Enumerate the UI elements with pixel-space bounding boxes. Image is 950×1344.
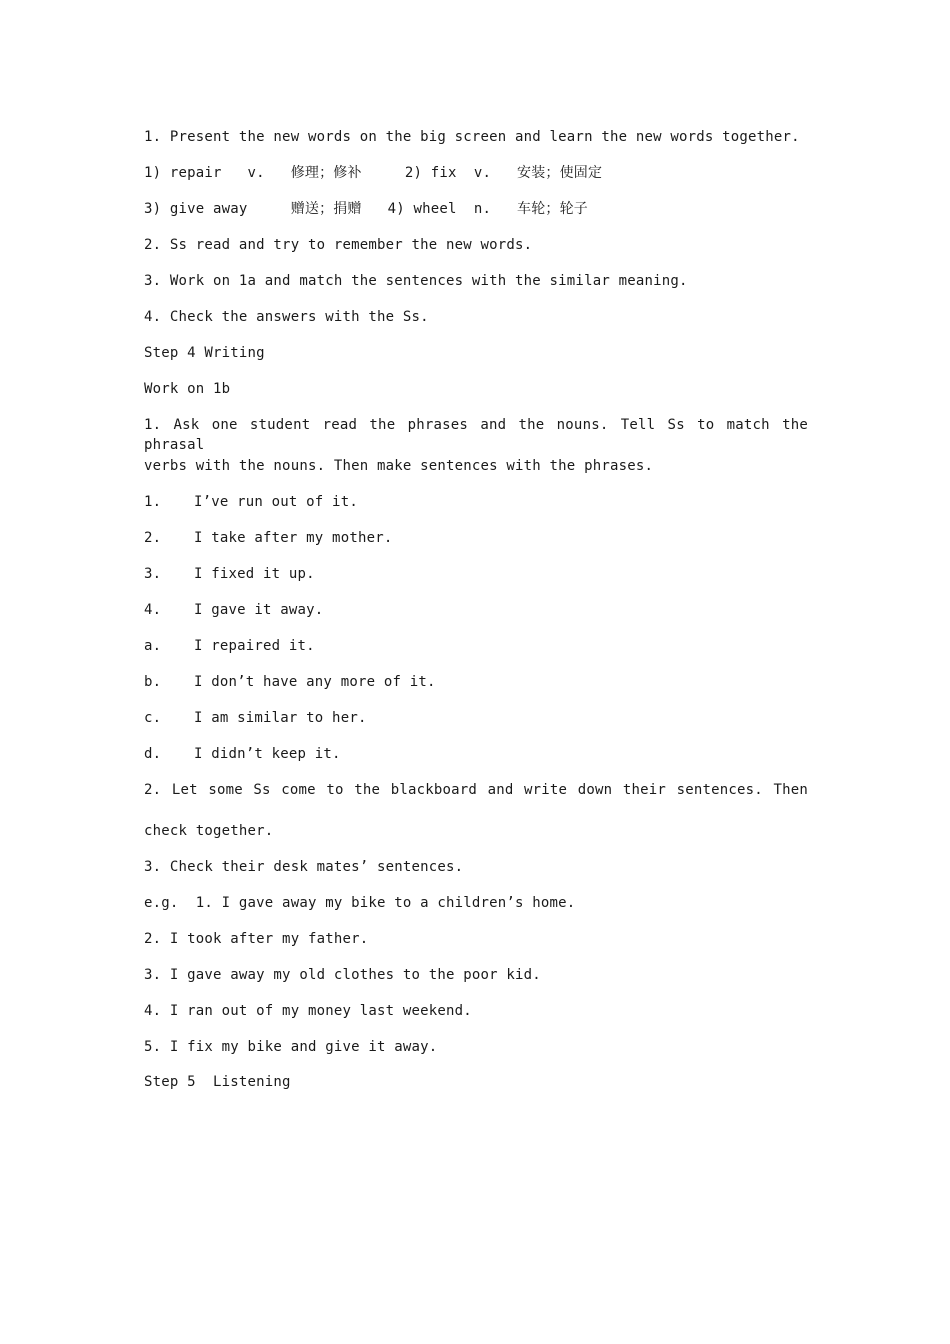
match-item: [144, 672, 436, 692]
example-sentence-4: 4. I ran out of my money last weekend.: [144, 1003, 472, 1019]
match-item-letter: c.: [144, 710, 162, 726]
match-item-number: 1.: [144, 494, 162, 510]
match-item-text: I’ve run out of it.: [194, 494, 358, 510]
subheading-work-1b: Work on 1b: [144, 381, 231, 397]
match-item-number: 2.: [144, 530, 162, 546]
match-item: [144, 708, 367, 728]
match-item-text: I fixed it up.: [194, 566, 315, 582]
match-item-text: I take after my mother.: [194, 530, 393, 546]
instruction-blackboard: 2. Let some Ss come to the blackboard and write down their sentences. Then: [144, 782, 808, 798]
match-item-text: I repaired it.: [194, 638, 315, 654]
step-item-read: 2. Ss read and try to remember the new words.: [144, 237, 533, 253]
instruction-line-1: 1. Ask one student read the phrases and the nouns. Tell Ss to match the phrasal: [144, 417, 808, 453]
match-item: [144, 492, 358, 512]
match-item-number: 3.: [144, 566, 162, 582]
step-item-check-answers: 4. Check the answers with the Ss.: [144, 309, 429, 325]
match-item: [144, 744, 341, 764]
step-item-present-words: 1. Present the new words on the big screen and learn the new words together.: [144, 129, 800, 145]
vocab-line-2: 3) give away 赠送；捐赠 4) wheel n. 车轮；轮子: [144, 201, 589, 217]
match-item-text: I didn’t keep it.: [194, 746, 341, 762]
match-item-letter: b.: [144, 674, 162, 690]
example-sentence-1: e.g. 1. I gave away my bike to a children’s home.: [144, 895, 576, 911]
match-item: [144, 636, 315, 656]
example-sentence-3: 3. I gave away my old clothes to the poor kid.: [144, 967, 541, 983]
instruction-line-2: verbs with the nouns. Then make sentences with the phrases.: [144, 458, 654, 474]
example-sentence-5: 5. I fix my bike and give it away.: [144, 1039, 438, 1055]
instruction-check-together: check together.: [144, 823, 274, 839]
example-sentence-2: 2. I took after my father.: [144, 931, 369, 947]
section-heading-step-4: Step 4 Writing: [144, 345, 265, 361]
step-item-work-1a: 3. Work on 1a and match the sentences with the similar meaning.: [144, 273, 688, 289]
match-item-text: I am similar to her.: [194, 710, 367, 726]
match-item-text: I gave it away.: [194, 602, 324, 618]
match-item: [144, 564, 315, 584]
match-item-letter: a.: [144, 638, 162, 654]
match-item-number: 4.: [144, 602, 162, 618]
match-item: [144, 528, 392, 548]
instruction-desk-mates: 3. Check their desk mates’ sentences.: [144, 859, 464, 875]
match-item-text: I don’t have any more of it.: [194, 674, 436, 690]
match-item-letter: d.: [144, 746, 162, 762]
match-item: [144, 600, 323, 620]
vocab-line-1: 1) repair v. 修理；修补 2) fix v. 安装；使固定: [144, 165, 603, 181]
section-heading-step-5: Step 5 Listening: [144, 1074, 291, 1090]
